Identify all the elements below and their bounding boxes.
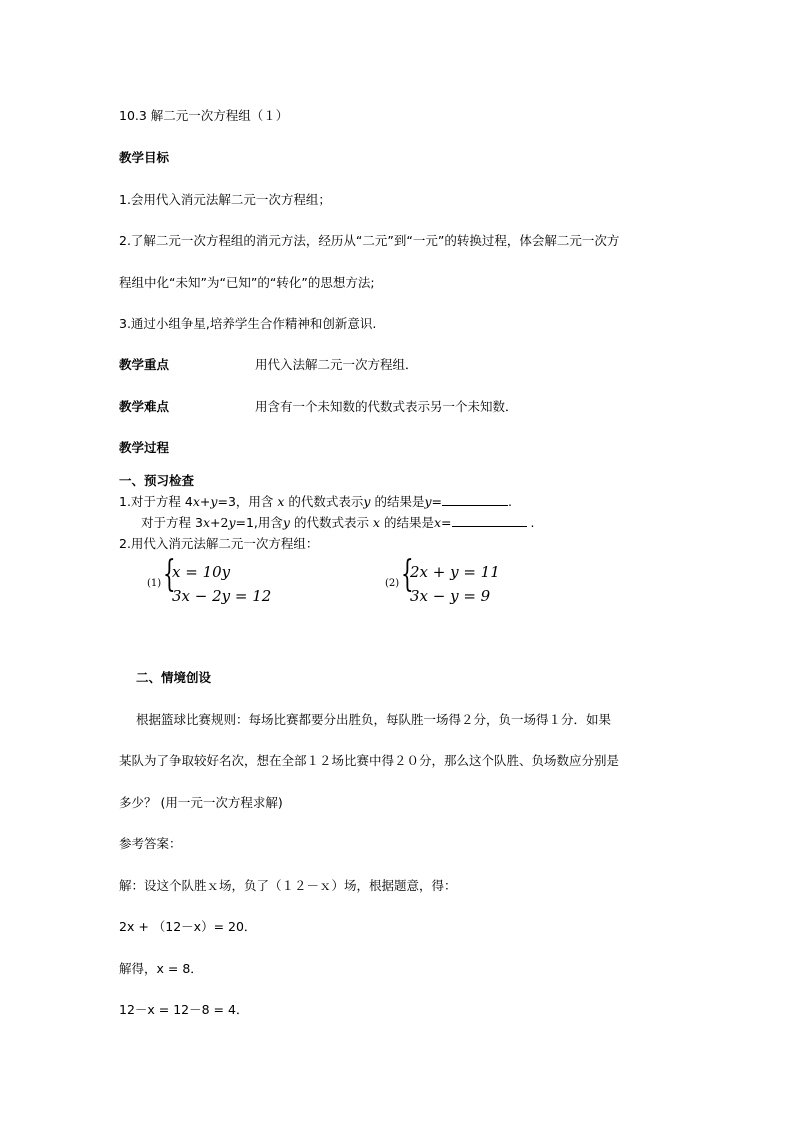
system-2-equation-1: 2x + y = 11	[410, 563, 500, 581]
q1a-var3: y	[424, 494, 432, 509]
q1b-eq: =	[441, 515, 452, 530]
system-1-brace: {	[163, 554, 176, 595]
system-2-equation-2: 3x − y = 9	[410, 587, 491, 605]
answer-label: 参考答案：	[119, 836, 182, 851]
q1a-end: .	[508, 494, 512, 509]
q1b-mid2: 的代数式表示	[289, 515, 373, 530]
q1b-var3: x	[433, 515, 442, 530]
q1a-mid3: 的结果是	[370, 494, 425, 509]
q1b-var1: y	[282, 515, 290, 530]
objective-item-2: 2.了解二元一次方程组的消元方法，经历从“二元”到“一元”的转换过程，体会解二元一次方	[119, 233, 620, 248]
solution-line-2: 2x + （12－x）= 20．	[119, 919, 257, 934]
lesson-title: 10.3 解二元一次方程组（１）	[119, 108, 289, 123]
solution-line-1: 解：设这个队胜ｘ场，负了（１２－ｘ）场，根据题意，得：	[119, 878, 457, 893]
preview-question-2: 2.用代入消元法解二元一次方程组：	[119, 536, 319, 551]
q1a-var2: y	[363, 494, 371, 509]
q1a-text: 1.对于方程 4	[119, 494, 193, 509]
objectives-heading: 教学目标	[119, 150, 170, 165]
objective-item-1: 1.会用代入消元法解二元一次方程组；	[119, 192, 331, 207]
key-point-label: 教学重点	[119, 357, 170, 372]
q1b-mid: =1,用含	[235, 515, 283, 530]
process-heading: 教学过程	[119, 440, 170, 455]
answer-blank-1[interactable]	[442, 494, 508, 506]
q1b-var2: x	[372, 515, 380, 530]
system-2-number: (2)	[385, 578, 400, 589]
system-1-number: (1)	[147, 578, 162, 589]
q1b-y: y	[228, 515, 236, 530]
scenario-line-1: 根据篮球比赛规则：每场比赛都要分出胜负，每队胜一场得２分，负一场得１分．如果	[136, 712, 612, 727]
answer-blank-2[interactable]	[452, 515, 527, 527]
q1b-x: x	[202, 515, 210, 530]
key-point-text: 用代入法解二元一次方程组．	[255, 357, 418, 372]
system-2-brace: {	[401, 554, 414, 595]
q1a-var1: x	[277, 494, 285, 509]
q1a-x: x	[192, 494, 200, 509]
difficulty-label: 教学难点	[119, 399, 170, 414]
preview-question-1a	[119, 494, 512, 510]
q1a-y: y	[210, 494, 218, 509]
scenario-line-2: 某队为了争取较好名次，想在全部１２场比赛中得２０分，那么这个队胜、负场数应分别是	[119, 753, 620, 768]
objective-item-2-cont: 程组中化“未知”为“已知”的“转化”的思想方法;	[119, 275, 375, 290]
system-1-equation-1: x = 10y	[172, 563, 231, 581]
scenario-heading: 二、情境创设	[136, 670, 212, 685]
q1a-eq: =	[431, 494, 443, 509]
q1b-mid3: 的结果是	[379, 515, 434, 530]
objective-item-3: 3.通过小组争星,培养学生合作精神和创新意识.	[119, 316, 377, 331]
q1b-text: 对于方程 3	[141, 515, 203, 530]
q1a-mid: =3，用含	[217, 494, 278, 509]
preview-question-1b	[141, 515, 534, 531]
q1a-mid2: 的代数式表示	[284, 494, 364, 509]
scenario-line-3: 多少？ (用一元一次方程求解)	[119, 795, 283, 810]
q1b-end: .	[526, 515, 535, 530]
q1b-plus: +2	[210, 515, 229, 530]
system-1-equation-2: 3x − 2y = 12	[172, 587, 272, 605]
difficulty	[119, 399, 518, 415]
solution-line-4: 12－x = 12－8 = 4．	[119, 1002, 249, 1017]
key-point	[119, 357, 418, 373]
q1a-plus: +	[199, 494, 211, 509]
difficulty-text: 用含有一个未知数的代数式表示另一个未知数．	[255, 399, 518, 414]
preview-heading: 一、预习检查	[119, 473, 195, 488]
solution-line-3: 解得，x = 8．	[119, 961, 203, 976]
